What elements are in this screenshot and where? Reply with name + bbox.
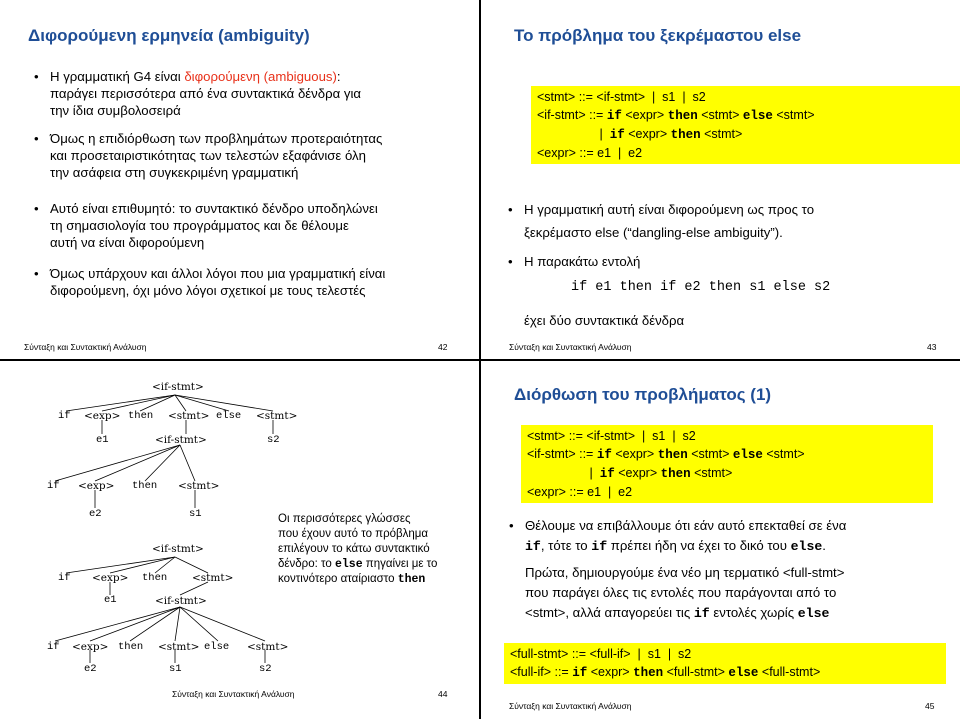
bullet-dot: • (34, 201, 39, 216)
bullet-1: • Θέλουμε να επιβάλλουμε ότι εάν αυτό επεκταθεί σε ένα if, τότε το if πρέπει ήδη να έχει το δικό του else. Πρώτα, δημιουργούμε ένα νέο μη τερματικό <full-stmt> που παράγει όλες τις εντολές που παράγονται από το <stmt>, αλλά απαγορεύει τις if εντολές χωρίς else (525, 516, 950, 624)
text: επιλέγουν το κάτω συντακτικό (278, 543, 430, 555)
bullet-2 (34, 130, 470, 181)
bullet-4 (34, 265, 470, 299)
tree2-s2: s2 (259, 663, 272, 675)
tree1-if: if (58, 410, 71, 422)
tree2-expr2: <exp> (72, 641, 109, 653)
bullet-dot: • (34, 266, 39, 281)
tree1-if2: if (47, 480, 60, 492)
bullet-2 (508, 253, 944, 270)
text: που παράγει όλες τις εντολές που παράγονται από το (525, 585, 837, 600)
tree1-stmt: <stmt> (256, 410, 298, 422)
text: Όμως η επιδιόρθωση των προβλημάτων προτεραιότητας (50, 131, 383, 146)
text: τη σημασιολογία του προγράμματος και δε θέλουμε (50, 218, 349, 233)
grammar-box-full: <full-stmt> ::= <full-if> | s1 | s2 <full-if> ::= if <expr> then <full-stmt> else <full-stmt> (504, 643, 946, 684)
text: Θέλουμε να επιβάλλουμε ότι εάν αυτό επεκταθεί σε ένα (525, 518, 847, 533)
slide-title: Το πρόβλημα του ξεκρέμαστου else (514, 26, 802, 45)
tree2-inner-if: <if-stmt> (155, 595, 207, 607)
footer-text: Σύνταξη και Συντακτική Ανάλυση (509, 342, 632, 352)
tree1-then: then (128, 410, 154, 422)
text: Η γραμματική G4 είναι (50, 69, 185, 84)
text: την ίδια συμβολοσειρά (50, 103, 181, 118)
tree2-if: if (58, 572, 71, 584)
bullet-dot: • (34, 69, 39, 84)
tree2-expr: <exp> (92, 572, 129, 584)
page-number: 42 (438, 342, 448, 352)
text: αυτή να είναι διφορούμενη (50, 235, 205, 250)
text: ξεκρέμαστο else (“dangling-else ambiguity”). (524, 225, 783, 240)
tree1-e1: e1 (96, 434, 109, 446)
footer-text: Σύνταξη και Συντακτική Ανάλυση (24, 342, 147, 352)
tree2-root: <if-stmt> (152, 543, 204, 555)
tree1-inner-if: <if-stmt> (155, 434, 207, 446)
page-number: 44 (438, 689, 448, 699)
note-text: Οι περισσότερες γλώσσες που έχουν αυτό το πρόβλημα επιλέγουν το κάτω συντακτικό δένδρο: το else πηγαίνει με το κοντινότερο αταίριαστο then (278, 513, 438, 586)
bullet-dot: • (508, 202, 513, 217)
grammar-box: <stmt> ::= <if-stmt> | s1 | s2 <if-stmt> ::= if <expr> then <stmt> else <stmt> | if <expr> then <stmt> <expr> ::= e1 | e2 (521, 425, 933, 503)
text: Η παρακάτω εντολή (524, 254, 641, 269)
slide-43 (481, 0, 960, 359)
slide-44 (0, 361, 479, 719)
text: Η γραμματική αυτή είναι διφορούμενη ως προς το (524, 202, 815, 217)
text: που έχουν αυτό το πρόβλημα (278, 528, 429, 540)
tree2-e1: e1 (104, 594, 117, 606)
slide-42 (0, 0, 479, 359)
page-number: 43 (927, 342, 937, 352)
slide-title: Διφορούμενη ερμηνεία (ambiguity) (28, 26, 310, 45)
tree1-stmt: <stmt> (168, 410, 210, 422)
tree2-else: else (204, 641, 230, 653)
tree2-then2: then (118, 641, 144, 653)
text: και προσεταιριστικότητας των τελεστών εξαφάνισε όλη (50, 148, 366, 163)
tree1-e2: e2 (89, 508, 102, 520)
text: παράγει περισσότερα από ένα συντακτικά δένδρα για (50, 86, 362, 101)
tree1-root: <if-stmt> (152, 381, 204, 393)
footer-text: Σύνταξη και Συντακτική Ανάλυση (172, 689, 295, 699)
text: Αυτό είναι επιθυμητό: το συντακτικό δένδρο υποδηλώνει (50, 201, 378, 216)
text: την ασάφεια στη συγκεκριμένη γραμματική (50, 165, 299, 180)
tree1-then2: then (132, 480, 158, 492)
tree2-stmt2: <stmt> (158, 641, 200, 653)
text: : (336, 69, 341, 84)
text: έχει δύο συντακτικά δένδρα (524, 313, 685, 328)
text: διφορούμενη, όχι μόνο λόγοι σχετικοί με τους τελεστές (50, 283, 366, 298)
tree2-s1: s1 (169, 663, 182, 675)
page-number: 45 (925, 701, 935, 711)
tree1-expr: <exp> (84, 410, 121, 422)
tree2-then: then (142, 572, 168, 584)
code-example: if e1 then if e2 then s1 else s2 (571, 280, 831, 295)
tree1-else: else (216, 410, 242, 422)
bullet-dot: • (508, 254, 513, 269)
tree1-s2: s2 (267, 434, 280, 446)
grammar-box: <stmt> ::= <if-stmt> | s1 | s2 <if-stmt> ::= if <expr> then <stmt> else <stmt> | if <expr> then <stmt> <expr> ::= e1 | e2 (531, 86, 960, 164)
text: Όμως υπάρχουν και άλλοι λόγοι που μια γραμματική είναι (50, 266, 386, 281)
tree1-stmt3: <stmt> (178, 480, 220, 492)
slide-45 (481, 361, 960, 719)
bullet-3 (34, 200, 470, 251)
tree2-e2: e2 (84, 663, 97, 675)
text: Οι περισσότερες γλώσσες (278, 513, 411, 525)
tree1-expr2: <exp> (78, 480, 115, 492)
bullet-1 (34, 68, 470, 119)
slide-title: Διόρθωση του προβλήματος (1) (514, 385, 772, 404)
tree2-if2: if (47, 641, 60, 653)
bullet-dot: • (34, 131, 39, 146)
highlight-term: διφορούμενη (ambiguous) (184, 69, 337, 84)
tree1-s1: s1 (189, 508, 202, 520)
tree2-stmt3: <stmt> (247, 641, 289, 653)
tree2-stmt: <stmt> (192, 572, 234, 584)
footer-text: Σύνταξη και Συντακτική Ανάλυση (509, 701, 632, 711)
bullet-1 (508, 201, 944, 241)
bullet-dot: • (509, 518, 514, 533)
